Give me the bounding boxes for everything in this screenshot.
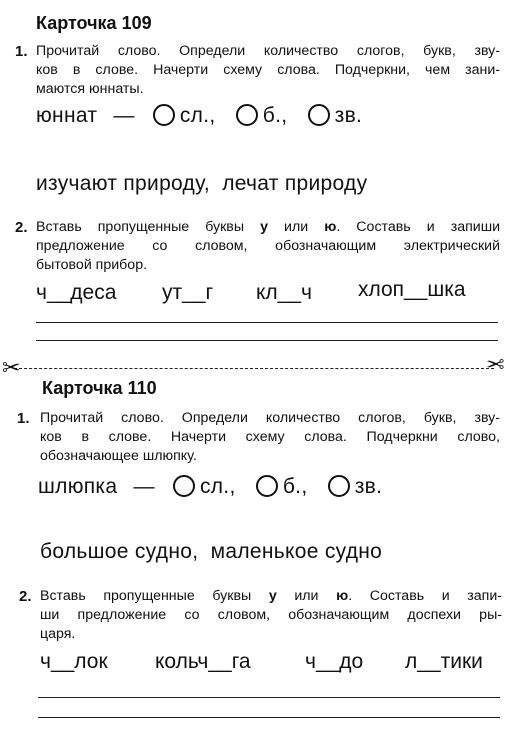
- letter-yu: ю: [336, 588, 349, 604]
- sounds-count-circle[interactable]: [328, 475, 350, 497]
- instruction-line: Прочитай слово. Определи количество слогов, букв, зву-: [36, 43, 500, 59]
- fill-word[interactable]: кольч__га: [155, 650, 251, 673]
- fill-word[interactable]: кл__ч: [256, 281, 312, 304]
- task-number: 2.: [19, 588, 32, 605]
- sounds-label: зв.: [334, 104, 363, 127]
- instruction-line: обозначающее шлюпку.: [40, 448, 197, 464]
- card-title: Карточка 110: [42, 378, 157, 398]
- instruction-line: ши предложение со словом, обозначающим доспехи ры-: [40, 607, 502, 623]
- fill-word[interactable]: ч__лок: [40, 650, 108, 673]
- cut-line: [14, 368, 494, 369]
- fill-word[interactable]: хлоп__шка: [358, 278, 466, 301]
- sounds-count-circle[interactable]: [308, 104, 330, 126]
- instruction-line: бытовой прибор.: [36, 257, 148, 273]
- syllables-label: сл.,: [179, 104, 216, 127]
- task-number: 1.: [15, 43, 28, 60]
- card-title: Карточка 109: [36, 13, 152, 33]
- fill-word[interactable]: ч__до: [305, 650, 364, 673]
- task-number: 1.: [17, 410, 30, 427]
- task-2-instructions: [40, 587, 502, 644]
- instruction-line: царя.: [40, 626, 76, 642]
- task-1-instructions: [36, 42, 500, 99]
- letter-u: у: [260, 219, 268, 235]
- letters-count-circle[interactable]: [236, 104, 258, 126]
- letters-label: б.,: [282, 475, 308, 498]
- writing-line[interactable]: [36, 322, 498, 323]
- letter-yu: ю: [324, 219, 337, 235]
- dash: —: [113, 104, 135, 127]
- task-1-instructions: [40, 409, 500, 466]
- fill-word[interactable]: л__тики: [405, 650, 483, 673]
- task-2-instructions: [36, 218, 500, 275]
- phrase-options: большое судно, маленькое судно: [40, 540, 383, 563]
- writing-line[interactable]: [38, 697, 500, 698]
- instruction-line: Вставь пропущенные буквы у или ю. Составь и запиши: [36, 219, 501, 235]
- fill-word[interactable]: ут__г: [162, 281, 214, 304]
- writing-line[interactable]: [38, 717, 500, 718]
- target-word: шлюпка: [38, 475, 118, 498]
- phrase-options: изучают природу, лечат природу: [36, 172, 368, 195]
- letters-label: б.,: [262, 104, 288, 127]
- instruction-line: предложение со словом, обозначающим электрический: [36, 238, 500, 254]
- fill-word[interactable]: ч__деса: [36, 281, 117, 304]
- word-analysis-row: [36, 104, 362, 128]
- instruction-line: ков в слове. Начерти схему слова. Подчеркни, чем зани-: [36, 62, 500, 78]
- syllables-label: сл.,: [199, 475, 236, 498]
- letter-u: у: [268, 588, 277, 604]
- scissors-icon: ✂: [486, 352, 505, 377]
- target-word: юннат: [36, 104, 98, 127]
- instruction-line: Прочитай слово. Определи количество слогов, букв, зву-: [40, 410, 500, 426]
- instruction-line: ков в слове. Начерти схему слова. Подчеркни слово,: [40, 429, 500, 445]
- syllables-count-circle[interactable]: [153, 104, 175, 126]
- dash: —: [133, 475, 155, 498]
- task-number: 2.: [15, 219, 28, 236]
- scissors-icon: ✂: [2, 355, 21, 380]
- writing-line[interactable]: [36, 340, 498, 341]
- instruction-line: Вставь пропущенные буквы у или ю. Составь и запи-: [40, 588, 503, 604]
- word-analysis-row: [38, 475, 382, 499]
- letters-count-circle[interactable]: [256, 475, 278, 497]
- syllables-count-circle[interactable]: [173, 475, 195, 497]
- instruction-line: маются юннаты.: [36, 81, 144, 97]
- sounds-label: зв.: [354, 475, 383, 498]
